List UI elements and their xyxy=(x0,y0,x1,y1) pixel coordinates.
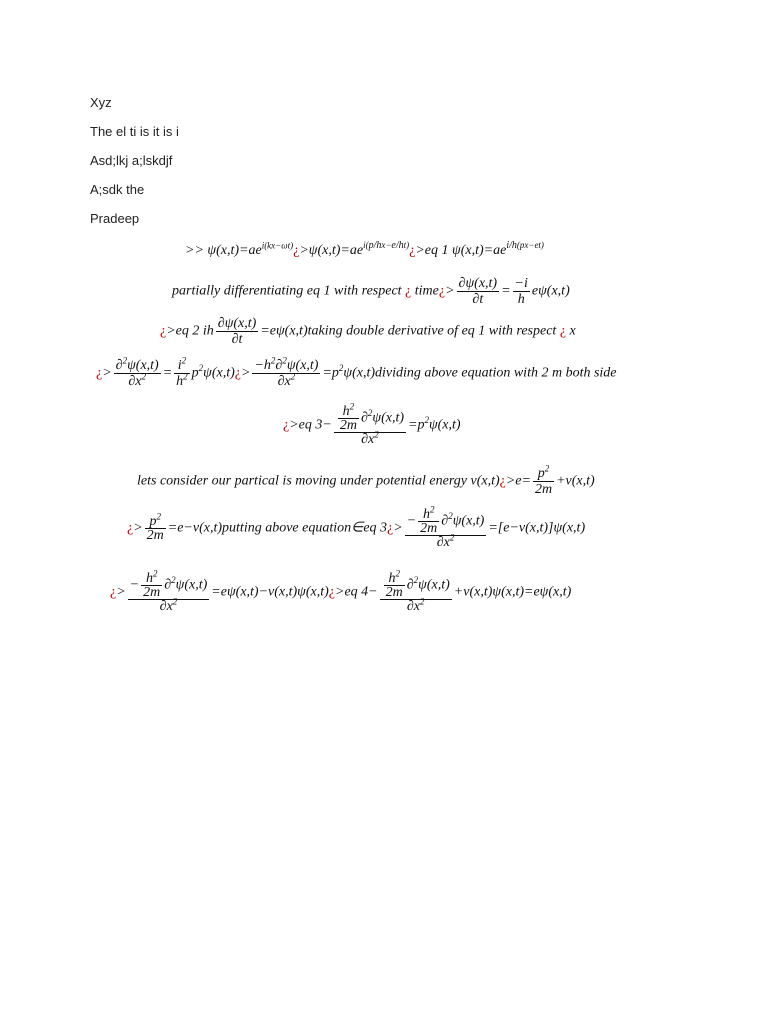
text-line-3: Asd;lkj a;lskdjf xyxy=(90,153,173,168)
equation-6: lets consider our partical is moving under potential energy v(x,t)¿>e= $\frac{p^2}{2m}$ +v(x,t) xyxy=(137,463,595,497)
equation-2: partially differentiating eq 1 with respect ¿ time¿> $\frac{\partial\psi(x,t)}{\partial t}$ = $\frac{-i}{h}$ eψ(x,t) xyxy=(172,276,570,307)
equation-8: ¿> − $\frac{h^2}{2m}$ ∂$^2$ψ(x,t) $\partial x^2$ =eψ(x,t)−v(x,t)ψ(x,t)¿>eq 4− $\frac{h^2}{2m}$ ∂$^2$ψ(x,t) $\partial x^2$ +v(x,t)ψ(x,t)=eψ(x,t) xyxy=(110,568,572,614)
equation-4: ¿> $\frac{\partial^2\psi(x,t)}{\partial x^2}$ = $\frac{i^2}{h^2}$ $p^2\psi(x,t)¿>$ $\frac{-h^2\partial^2\psi(x,t)}{\partial x^2}$ $=p^2\psi(x,t)dividing$ above equation with 2 m both side xyxy=(96,355,617,389)
text-line-2: The el ti is it is i xyxy=(90,124,179,139)
equation-3: ¿>eq 2 ih $\frac{\partial\psi(x,t)}{\partial t}$ =eψ(x,t)taking double derivative of eq 1 with respect ¿ x xyxy=(160,316,576,347)
equation-5: ¿>eq 3− $\frac{h^2}{2m}$ ∂$^2$ψ(x,t) $\partial x^2$ $=p^2\psi(x,t)$ xyxy=(283,401,461,447)
text-line-xyz: Xyz xyxy=(90,95,112,110)
text-line-pradeep: Pradeep xyxy=(90,211,140,226)
equation-7: ¿> $\frac{p^2}{2m}$ =e−v(x,t)putting above equation∈eq 3¿> − $\frac{h^2}{2m}$ ∂$^2$ψ(x,t) $\partial x^2$ =[e−v(x,t)]ψ(x,t) xyxy=(127,504,586,550)
equation-1: >> $\psi(x,t)=ae^{i(kx-\omega t)}¿>\psi(x,t)=ae^{i(p/hx-e/ht)}¿>eq$ 1 $\psi(x,t)=ae^{i/h(px-et)}$ xyxy=(185,240,544,258)
text-line-4: A;sdk the xyxy=(90,182,145,197)
